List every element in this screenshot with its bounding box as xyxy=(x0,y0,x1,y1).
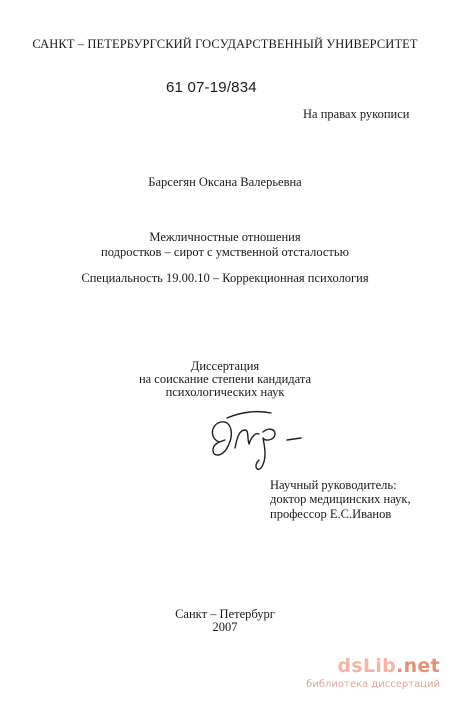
advisor-line-3: профессор Е.С.Иванов xyxy=(270,507,392,521)
watermark-tagline: библиотека диссертаций xyxy=(306,679,440,690)
watermark-logo-suffix: .net xyxy=(396,655,440,677)
advisor-line-2: доктор медицинских наук, xyxy=(270,492,411,506)
dissertation-line-1: Диссертация xyxy=(190,359,260,373)
handwritten-signature xyxy=(205,404,325,472)
year: 2007 xyxy=(212,620,238,634)
rights-notice: На правах рукописи xyxy=(303,107,410,121)
watermark-logo xyxy=(306,656,440,676)
watermark xyxy=(306,656,440,692)
dissertation-line-3: психологических наук xyxy=(165,385,285,399)
watermark-logo-main: dsLib xyxy=(337,655,397,677)
author-name: Барсегян Оксана Валерьевна xyxy=(148,175,302,189)
registration-number: 61 07-19/834 xyxy=(166,79,257,96)
city: Санкт – Петербург xyxy=(175,607,275,621)
thesis-title-line-2: подростков – сирот с умственной отсталостью xyxy=(101,245,349,259)
thesis-title-line-1: Межличностные отношения xyxy=(149,230,301,244)
advisor-line-1: Научный руководитель: xyxy=(270,478,397,492)
university-name: САНКТ – ПЕТЕРБУРГСКИЙ ГОСУДАРСТВЕННЫЙ УНИВЕРСИТЕТ xyxy=(32,37,418,51)
dissertation-line-2: на соискание степени кандидата xyxy=(138,372,312,386)
specialty-line: Специальность 19.00.10 – Коррекционная психология xyxy=(81,271,369,285)
